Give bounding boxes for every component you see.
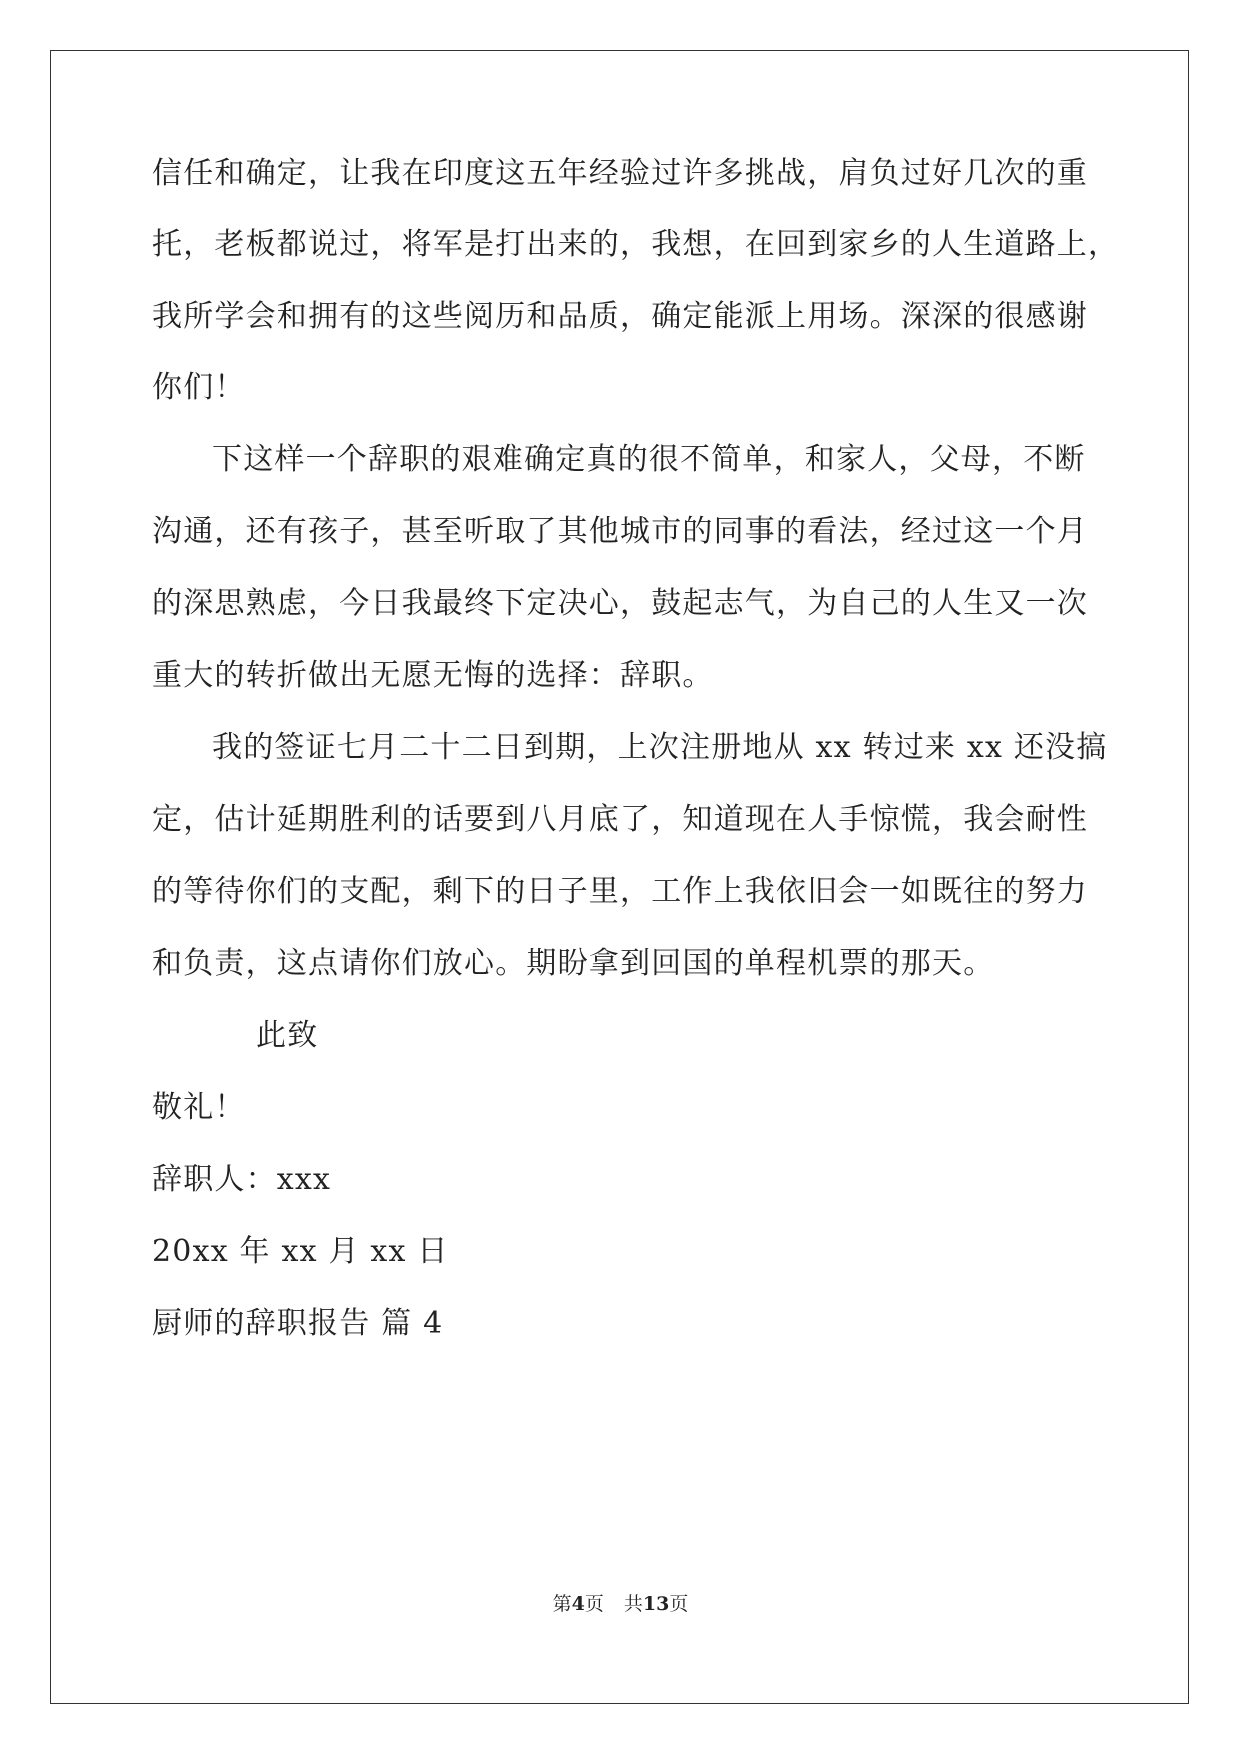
- footer-total-suffix: 页: [669, 1593, 689, 1615]
- body-line-11: 的等待你们的支配，剩下的日子里，工作上我依旧会一如既往的努力: [152, 874, 1088, 909]
- footer-page-number: 4: [571, 1593, 585, 1615]
- signature-line: 辞职人：xxx: [152, 1162, 332, 1197]
- closing-regards: 敬礼！: [152, 1090, 246, 1125]
- body-line-3: 我所学会和拥有的这些阅历和品质，确定能派上用场。深深的很感谢: [152, 299, 1088, 334]
- date-line: 20xx 年 xx 月 xx 日: [152, 1234, 449, 1269]
- section-heading: 厨师的辞职报告 篇 4: [152, 1306, 444, 1341]
- page-footer: [0, 1592, 1241, 1616]
- body-line-5: 下这样一个辞职的艰难确定真的很不简单，和家人，父母，不断: [212, 442, 1086, 477]
- body-line-4: 你们！: [152, 370, 246, 405]
- footer-total-number: 13: [642, 1593, 670, 1615]
- body-line-12: 和负责，这点请你们放心。期盼拿到回国的单程机票的那天。: [152, 946, 995, 981]
- footer-page-prefix: 第: [552, 1593, 572, 1615]
- body-line-1: 信任和确定，让我在印度这五年经验过许多挑战，肩负过好几次的重: [152, 156, 1088, 191]
- body-line-10: 定，估计延期胜利的话要到八月底了，知道现在人手惊慌，我会耐性: [152, 802, 1088, 837]
- body-line-9: 我的签证七月二十二日到期，上次注册地从 xx 转过来 xx 还没搞: [212, 730, 1108, 765]
- body-line-7: 的深思熟虑，今日我最终下定决心，鼓起志气，为自己的人生又一次: [152, 586, 1088, 621]
- body-line-8: 重大的转折做出无愿无悔的选择：辞职。: [152, 658, 714, 693]
- footer-total-prefix: 共: [623, 1593, 643, 1615]
- closing-salutation: 此致: [256, 1018, 319, 1053]
- footer-page-suffix: 页: [584, 1593, 604, 1615]
- body-line-6: 沟通，还有孩子，甚至听取了其他城市的同事的看法，经过这一个月: [152, 514, 1088, 549]
- body-line-2: 托，老板都说过，将军是打出来的，我想，在回到家乡的人生道路上，: [152, 227, 1120, 262]
